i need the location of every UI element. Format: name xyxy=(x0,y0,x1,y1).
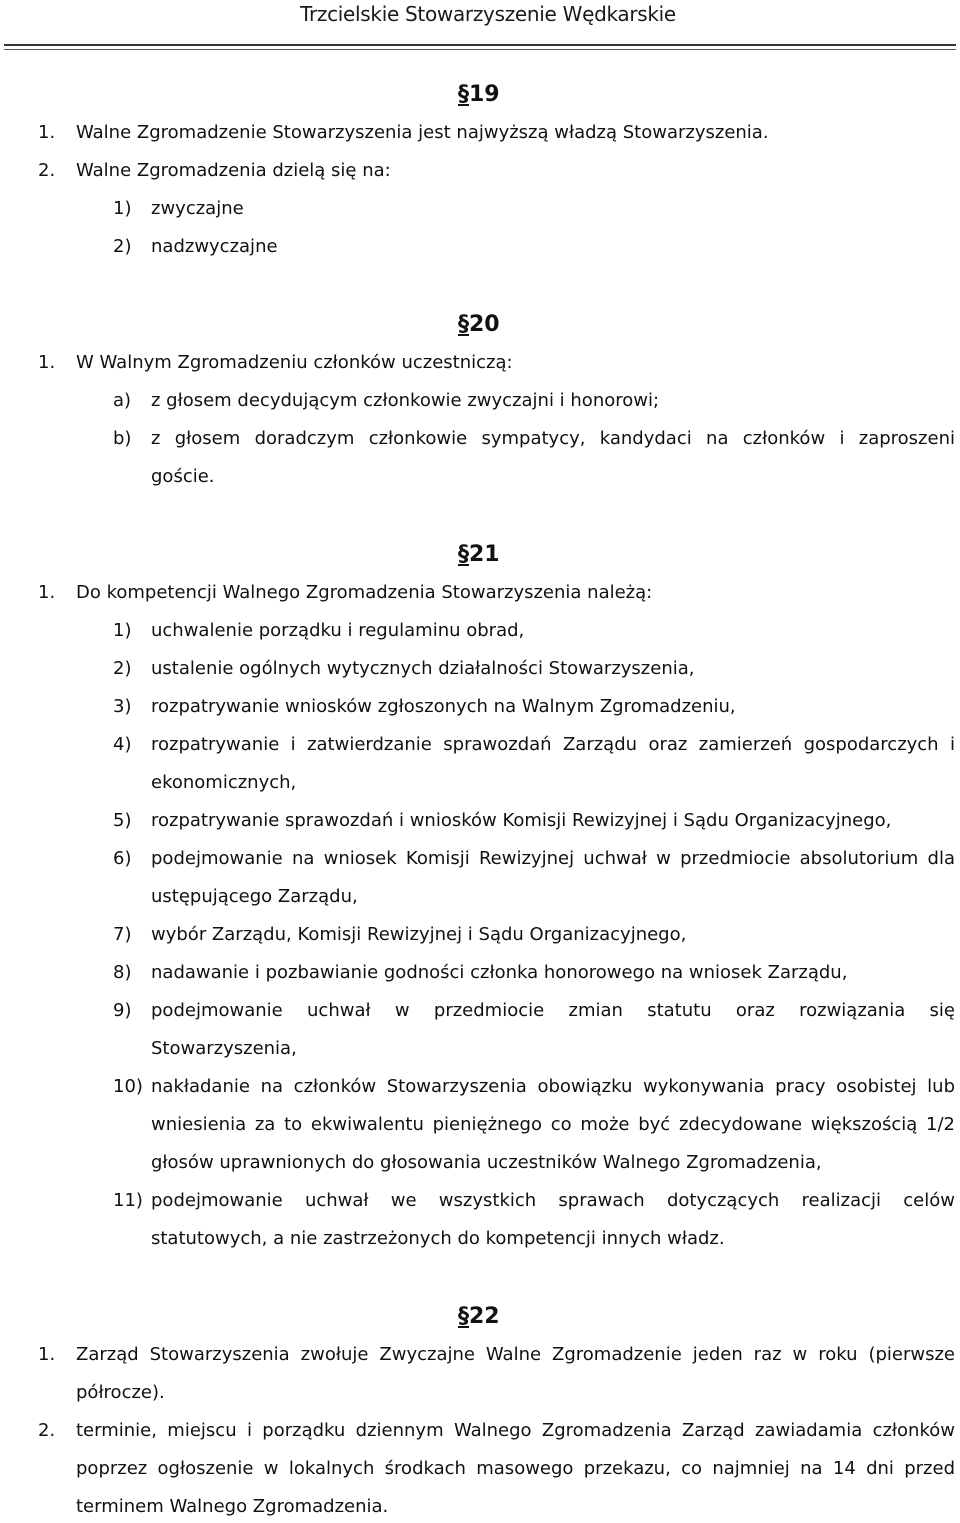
section-heading-21: §21 xyxy=(458,542,500,567)
competence-item-number: 7) xyxy=(113,924,132,945)
competence-item-text: wybór Zarządu, Komisji Rewizyjnej i Sądu Organizacyjnego, xyxy=(151,924,687,945)
sublist-item-text: z głosem doradczym członkowie sympatycy, kandydaci na członków i zaproszeni xyxy=(151,428,955,449)
section-heading-20: §20 xyxy=(458,312,500,337)
list-item-text: W Walnym Zgromadzeniu członków uczestniczą: xyxy=(76,352,513,373)
sublist-item-text-cont: goście. xyxy=(151,466,215,487)
competence-item-number: 10) xyxy=(113,1076,143,1097)
list-item-text-cont: terminem Walnego Zgromadzenia. xyxy=(76,1496,389,1517)
competence-item-text-cont: statutowych, a nie zastrzeżonych do kompetencji innych władz. xyxy=(151,1228,725,1249)
competence-item-number: 8) xyxy=(113,962,132,983)
competence-item-number: 11) xyxy=(113,1190,143,1211)
list-item-text: Walne Zgromadzenia dzielą się na: xyxy=(76,160,391,181)
list-item-text: Do kompetencji Walnego Zgromadzenia Stowarzyszenia należą: xyxy=(76,582,653,603)
list-item-number: 1. xyxy=(38,122,56,143)
competence-item-number: 5) xyxy=(113,810,132,831)
competence-item-text: podejmowanie uchwał we wszystkich sprawach dotyczących realizacji celów xyxy=(151,1190,955,1211)
sublist-item-number: 1) xyxy=(113,198,132,219)
list-item-number: 1. xyxy=(38,582,56,603)
competence-item-number: 3) xyxy=(113,696,132,717)
sublist-item-number: a) xyxy=(113,390,132,411)
sublist-item-number: b) xyxy=(113,428,132,449)
list-item-text: Zarząd Stowarzyszenia zwołuje Zwyczajne Walne Zgromadzenie jeden raz w roku (pierwsze xyxy=(76,1344,955,1365)
list-item-text-cont: półrocze). xyxy=(76,1382,165,1403)
competence-item-number: 6) xyxy=(113,848,132,869)
header-rule-thin xyxy=(4,49,956,50)
sublist-item-text: zwyczajne xyxy=(151,198,244,219)
competence-item-text-cont: ekonomicznych, xyxy=(151,772,297,793)
competence-item-text: podejmowanie na wniosek Komisji Rewizyjnej uchwał w przedmiocie absolutorium dla xyxy=(151,848,955,869)
sublist-item-text: z głosem decydującym członkowie zwyczajni i honorowi; xyxy=(151,390,660,411)
list-item-number: 1. xyxy=(38,352,56,373)
competence-item-text: rozpatrywanie wniosków zgłoszonych na Walnym Zgromadzeniu, xyxy=(151,696,736,717)
competence-item-text-cont: ustępującego Zarządu, xyxy=(151,886,358,907)
list-item-text-cont: poprzez ogłoszenie w lokalnych środkach masowego przekazu, co najmniej na 14 dni przed xyxy=(76,1458,955,1479)
sublist-item-number: 2) xyxy=(113,236,132,257)
competence-item-text: uchwalenie porządku i regulaminu obrad, xyxy=(151,620,525,641)
competence-item-text: nakładanie na członków Stowarzyszenia obowiązku wykonywania pracy osobistej lub xyxy=(151,1076,955,1097)
competence-item-number: 2) xyxy=(113,658,132,679)
competence-item-text: rozpatrywanie sprawozdań i wniosków Komisji Rewizyjnej i Sądu Organizacyjnego, xyxy=(151,810,892,831)
competence-item-number: 4) xyxy=(113,734,132,755)
list-item-text: Walne Zgromadzenie Stowarzyszenia jest najwyższą władzą Stowarzyszenia. xyxy=(76,122,769,143)
section-heading-19: §19 xyxy=(458,82,500,107)
list-item-number: 2. xyxy=(38,160,56,181)
competence-item-text: ustalenie ogólnych wytycznych działalności Stowarzyszenia, xyxy=(151,658,695,679)
competence-item-text: rozpatrywanie i zatwierdzanie sprawozdań Zarządu oraz zamierzeń gospodarczych i xyxy=(151,734,955,755)
competence-item-text-cont: głosów uprawnionych do głosowania uczestników Walnego Zgromadzenia, xyxy=(151,1152,822,1173)
header-rule xyxy=(4,44,956,46)
competence-item-text: podejmowanie uchwał w przedmiocie zmian statutu oraz rozwiązania się xyxy=(151,1000,955,1021)
competence-item-number: 9) xyxy=(113,1000,132,1021)
competence-item-text-cont: wniesienia za to ekwiwalentu pieniężnego co może być zdecydowane większością 1/2 xyxy=(151,1114,955,1135)
header-title: Trzcielskie Stowarzyszenie Wędkarskie xyxy=(300,2,676,26)
sublist-item-text: nadzwyczajne xyxy=(151,236,278,257)
page-header xyxy=(0,0,960,48)
competence-item-text: nadawanie i pozbawianie godności członka honorowego na wniosek Zarządu, xyxy=(151,962,848,983)
section-heading-22: §22 xyxy=(458,1304,500,1329)
competence-item-text-cont: Stowarzyszenia, xyxy=(151,1038,297,1059)
list-item-number: 2. xyxy=(38,1420,56,1441)
list-item-text: terminie, miejscu i porządku dziennym Walnego Zgromadzenia Zarząd zawiadamia członków xyxy=(76,1420,955,1441)
competence-item-number: 1) xyxy=(113,620,132,641)
list-item-number: 1. xyxy=(38,1344,56,1365)
